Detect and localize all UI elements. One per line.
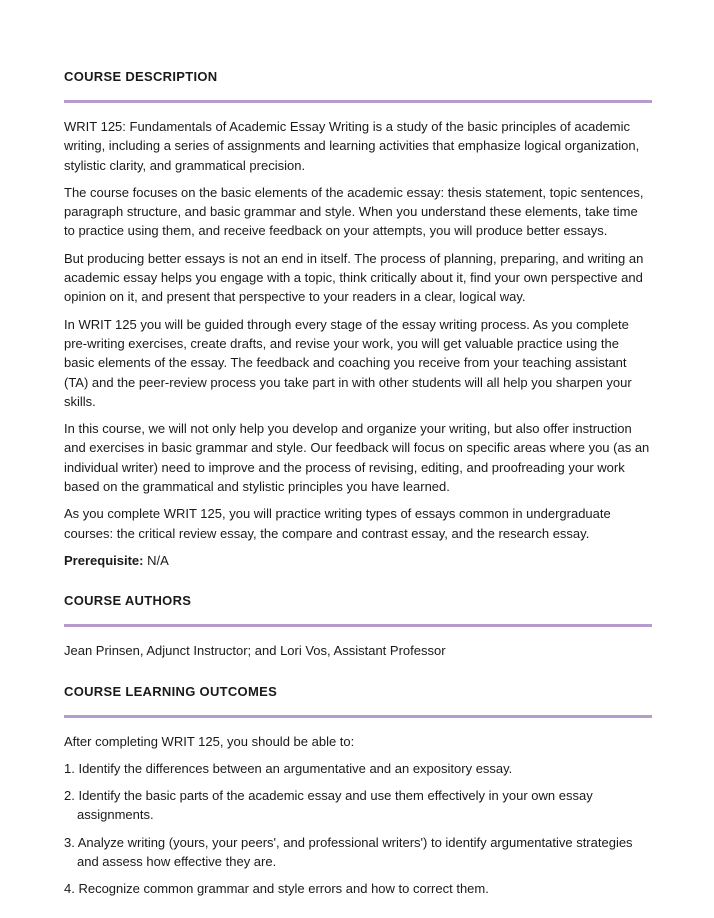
course-description-heading: COURSE DESCRIPTION <box>64 69 218 84</box>
description-paragraph: WRIT 125: Fundamentals of Academic Essay Writing is a study of the basic principles of academic writing, including a series of assignments and learning activities that emphasize logical organization, stylistic clarity, and grammatical precision. <box>64 119 640 173</box>
prerequisite-value: N/A <box>143 552 169 568</box>
section-divider <box>64 624 652 627</box>
course-authors-section <box>64 592 652 660</box>
course-description-section <box>64 68 652 570</box>
description-paragraph: The course focuses on the basic elements of the academic essay: thesis statement, topic sentences, paragraph structure, and basic grammar and style. When you understand these elements, take time to practice using them, and receive feedback on your attempts, you will produce better essays. <box>64 184 644 239</box>
description-paragraph: In WRIT 125 you will be guided through every stage of the essay writing process. As you complete pre-writing exercises, create drafts, and revise your work, you will get valuable practice using the basic elements of the essay. The feedback and coaching you receive from your teaching assistant (TA) and the peer-review process you take part in with other students will all help you sharpen your skills. <box>64 316 632 409</box>
prerequisite-label: Prerequisite: <box>64 552 144 568</box>
list-item: 3. Analyze writing (yours, your peers', and professional writers') to identify argumentative strategies and assess how effective they are. <box>64 834 633 870</box>
course-description-body <box>64 117 652 570</box>
list-item: 4. Recognize common grammar and style errors and how to correct them. <box>64 881 489 897</box>
description-paragraph: In this course, we will not only help you develop and organize your writing, but also offer instruction and exercises in basic grammar and style. Our feedback will focus on specific areas where you (as an individual writer) need to improve and the process of revising, editing, and proofreading your work based on the grammatical and stylistic principles you have learned. <box>64 421 650 495</box>
learning-outcomes-list <box>64 759 652 899</box>
course-authors-text: Jean Prinsen, Adjunct Instructor; and Lori Vos, Assistant Professor <box>64 643 446 659</box>
section-divider <box>64 100 652 103</box>
learning-outcomes-heading: COURSE LEARNING OUTCOMES <box>64 683 278 699</box>
section-divider <box>64 715 652 718</box>
prerequisite-line <box>64 551 652 570</box>
description-paragraph: As you complete WRIT 125, you will practice writing types of essays common in undergraduate courses: the critical review essay, the compare and contrast essay, and the research essay. <box>64 506 611 541</box>
description-paragraph: But producing better essays is not an end in itself. The process of planning, preparing, and writing an academic essay helps you engage with a topic, think critically about it, find your own perspective and opinion on it, and present that perspective to your readers in a clear, logical way. <box>64 250 644 305</box>
course-authors-heading: COURSE AUTHORS <box>64 593 192 609</box>
learning-outcomes-section <box>64 683 652 899</box>
list-item: 1. Identify the differences between an argumentative and an expository essay. <box>64 760 513 776</box>
list-item: 2. Identify the basic parts of the academic essay and use them effectively in your own essay assignments. <box>64 788 593 823</box>
learning-outcomes-intro: After completing WRIT 125, you should be able to: <box>64 733 355 749</box>
